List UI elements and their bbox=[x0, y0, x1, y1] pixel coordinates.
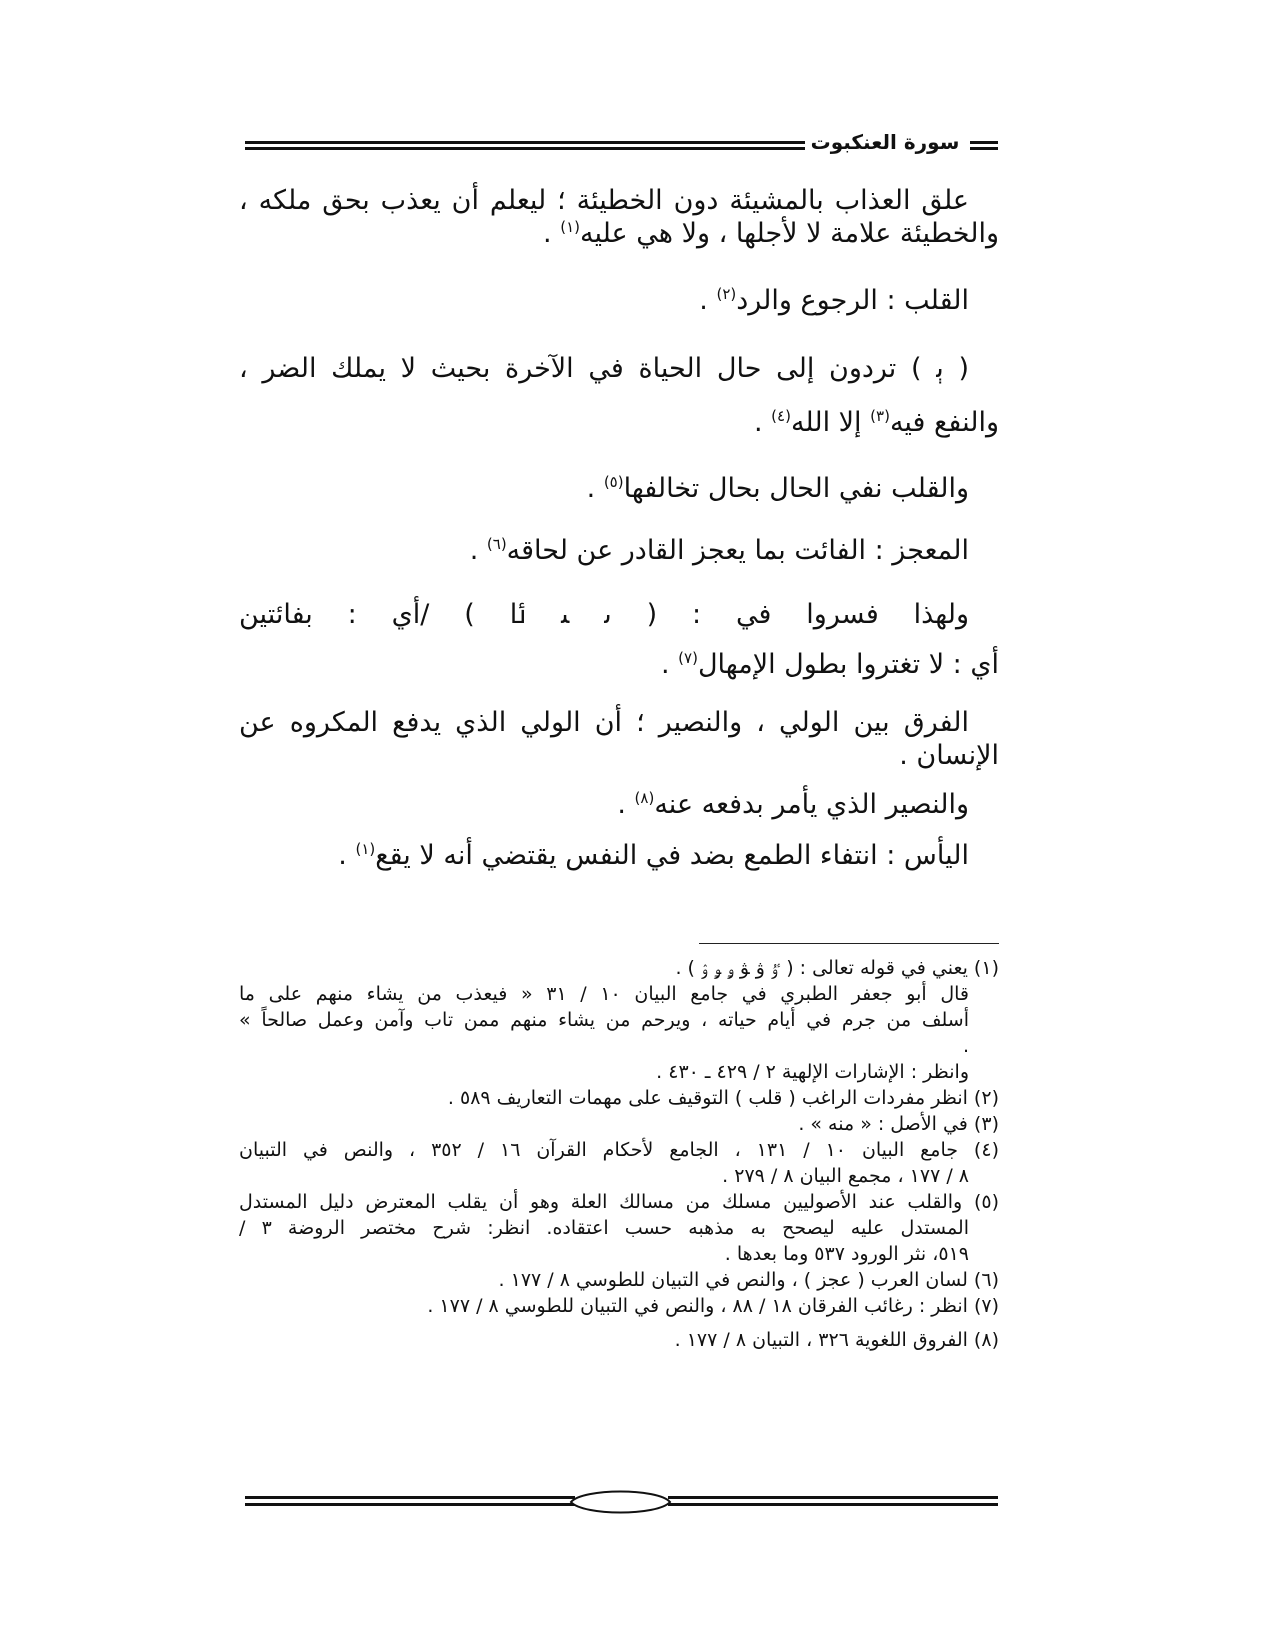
page-footer bbox=[245, 1484, 998, 1524]
footnote-ref: (٥) bbox=[603, 473, 624, 491]
footnote-ref: (٣) bbox=[870, 407, 890, 425]
footnote-line: (٣) في الأصل : « منه » . bbox=[798, 1113, 999, 1135]
footnote-ref: (٧) bbox=[678, 649, 698, 667]
footnote-line: (٤) جامع البيان ١٠ / ١٣١ ، الجامع لأحكام القرآن ١٦ / ٣٥٢ ، والنص في التبيان bbox=[239, 1139, 999, 1161]
footnote-line: . bbox=[962, 1035, 969, 1057]
body-line: والنفع فيه$^{(٣)}$ إلا الله$^{(٤)}$ . bbox=[753, 407, 999, 438]
body-line: المعجز : الفائت بما يعجز القادر عن لحاقه$^{(٦)}$ . bbox=[469, 535, 969, 566]
footnote-line: (٨) الفروق اللغوية ٣٢٦ ، التبيان ٨ / ١٧٧ . bbox=[674, 1329, 999, 1351]
body-line: ولهذا فسروا في : ( ﯨ ﯩ ﯪ ) /أي : بفائتين bbox=[239, 599, 969, 630]
footnote-line: (٦) لسان العرب ( عجز ) ، والنص في التبيان للطوسي ٨ / ١٧٧ . bbox=[498, 1269, 999, 1291]
footer-rule-right bbox=[668, 1496, 998, 1506]
footnote-line: أسلف من جرم في أيام حياته ، ويرحم من يشاء منهم ممن تاب وآمن وعمل صالحاً » bbox=[239, 1009, 969, 1031]
body-line: والقلب نفي الحال بحال تخالفها$^{(٥)}$ . bbox=[586, 473, 969, 504]
header-rule-right bbox=[970, 141, 998, 150]
footer-rule-left bbox=[245, 1496, 575, 1506]
footnote-ref: (١) bbox=[560, 218, 580, 236]
page-header bbox=[245, 128, 998, 158]
footnote-ref: (٨) bbox=[634, 789, 655, 807]
body-line: الفرق بين الولي ، والنصير ؛ أن الولي الذي يدفع المكروه عن bbox=[239, 707, 969, 738]
body-line: ( ﯦ ) تردون إلى حال الحياة في الآخرة بحيث لا يملك الضر ، bbox=[239, 353, 969, 384]
body-line: والنصير الذي يأمر بدفعه عنه$^{(٨)}$ . bbox=[617, 789, 969, 820]
footnote-line: (٧) انظر : رغائب الفرقان ١٨ / ٨٨ ، والنص في التبيان للطوسي ٨ / ١٧٧ . bbox=[427, 1295, 999, 1317]
body-line: والخطيئة علامة لا لأجلها ، ولا هي عليه$^{(١)}$ . bbox=[543, 218, 999, 249]
footnote-ref: (٤) bbox=[771, 407, 791, 425]
footnote-line: المستدل عليه ليصحح به مذهبه حسب اعتقاده. انظر: شرح مختصر الروضة ٣ / bbox=[239, 1217, 970, 1239]
page-number-frame bbox=[563, 1484, 678, 1520]
surah-title: سورة العنكبوت bbox=[810, 130, 960, 154]
body-line: علق العذاب بالمشيئة دون الخطيئة ؛ ليعلم أن يعذب بحق ملكه ، bbox=[239, 185, 969, 216]
footnote-separator bbox=[699, 943, 999, 944]
footnote-line: (٢) انظر مفردات الراغب ( قلب ) التوقيف على مهمات التعاريف ٥٨٩ . bbox=[447, 1087, 999, 1109]
footnote-line: وانظر : الإشارات الإلهية ٢ / ٤٢٩ ـ ٤٣٠ . bbox=[656, 1061, 969, 1083]
body-line: الإنسان . bbox=[899, 740, 999, 771]
body-line: اليأس : انتفاء الطمع بضد في النفس يقتضي أنه لا يقع$^{(١)}$ . bbox=[338, 840, 969, 871]
body-line: القلب : الرجوع والرد$^{(٢)}$ . bbox=[699, 285, 969, 316]
footnote-line: قال أبو جعفر الطبري في جامع البيان ١٠ / ٣١ « فيعذب من يشاء منهم على ما bbox=[239, 983, 969, 1005]
body-line: أي : لا تغتروا بطول الإمهال$^{(٧)}$ . bbox=[660, 649, 999, 680]
footnote-line: ٨ / ١٧٧ ، مجمع البيان ٨ / ٢٧٩ . bbox=[722, 1165, 969, 1187]
footnote-line: ٥١٩، نثر الورود ٥٣٧ وما بعدها . bbox=[724, 1243, 969, 1265]
footnote-line: (٥) والقلب عند الأصوليين مسلك من مسالك العلة وهو أن يقلب المعترض دليل المستدل bbox=[239, 1191, 999, 1213]
footnote-ref: (١) bbox=[355, 840, 376, 858]
footnote-ref: (٦) bbox=[486, 535, 507, 553]
header-rule-left bbox=[245, 141, 805, 150]
footnote-line: (١) يعني في قوله تعالى : ( ﯝ ﯞ ﯟ ﯠ ﯡ ﯢ ) . bbox=[675, 957, 999, 979]
footnote-ref: (٢) bbox=[716, 285, 737, 303]
